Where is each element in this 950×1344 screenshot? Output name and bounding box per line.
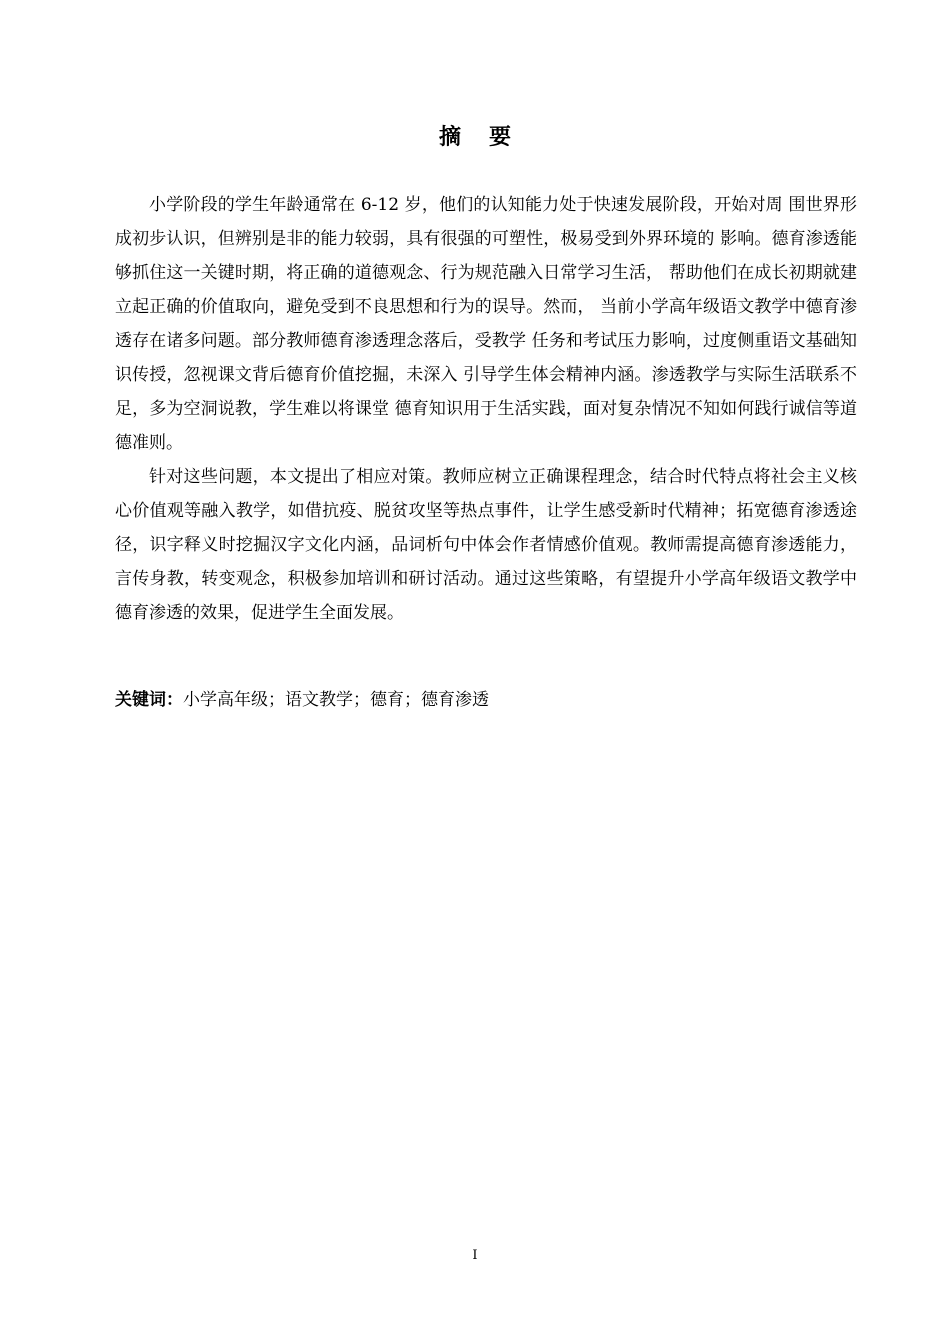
keywords-label: 关键词：: [115, 690, 183, 710]
keywords-text: 小学高年级；语文教学；德育；德育渗透: [183, 690, 489, 710]
abstract-body: [115, 188, 857, 630]
abstract-paragraph-1: 小学阶段的学生年龄通常在 6-12 岁，他们的认知能力处于快速发展阶段，开始对周 围世界形成初步认识，但辨别是非的能力较弱，具有很强的可塑性，极易受到外界环境的 影响。德育渗透能够抓住这一关键时期，将正确的道德观念、行为规范融入日常学习生活， 帮助他们在成长初期就建立起正确的价值取向，避免受到不良思想和行为的误导。然而， 当前小学高年级语文教学中德育渗透存在诸多问题。部分教师德育渗透理念落后，受教学 任务和考试压力影响，过度侧重语文基础知识传授，忽视课文背后德育价值挖掘，未深入 引导学生体会精神内涵。渗透教学与实际生活联系不足，多为空洞说教，学生难以将课堂 德育知识用于生活实践，面对复杂情况不知如何践行诚信等道德准则。: [115, 195, 857, 453]
keywords-line: [115, 684, 857, 716]
page-number: I: [472, 1248, 478, 1263]
abstract-paragraph-2: 针对这些问题，本文提出了相应对策。教师应树立正确课程理念，结合时代特点将社会主义核心价值观等融入教学，如借抗疫、脱贫攻坚等热点事件，让学生感受新时代精神；拓宽德育渗透途径，识字释义时挖掘汉字文化内涵，品词析句中体会作者情感价值观。教师需提高德育渗透能力，言传身教，转变观念，积极参加培训和研讨活动。通过这些策略，有望提升小学高年级语文教学中德育渗透的效果，促进学生全面发展。: [115, 467, 857, 623]
abstract-title: 摘要: [438, 125, 539, 150]
